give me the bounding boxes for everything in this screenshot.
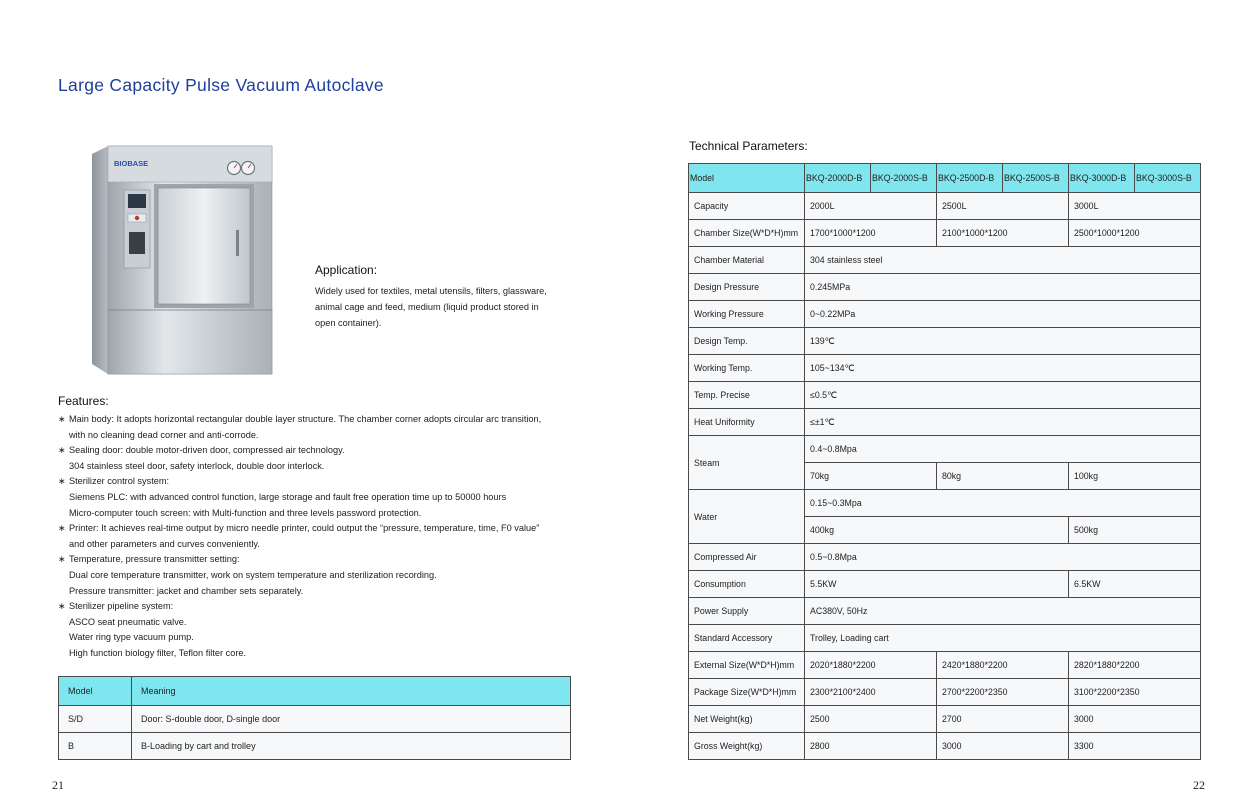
row-label-cell: Standard Accessory xyxy=(689,625,805,652)
table-cell: 0.15~0.3Mpa xyxy=(805,490,1201,517)
feature-continuation xyxy=(58,490,578,506)
table-cell: 2300*2100*2400 xyxy=(805,679,937,706)
table-cell: Door: S-double door, D-single door xyxy=(132,706,571,733)
row-label-cell: Chamber Size(W*D*H)mm xyxy=(689,220,805,247)
table-cell: ≤±1℃ xyxy=(805,409,1201,436)
application-heading: Application: xyxy=(315,263,378,277)
model-header-cell: BKQ-2000D-B xyxy=(805,164,871,193)
table-cell: 2500L xyxy=(937,193,1069,220)
row-label-cell: Package Size(W*D*H)mm xyxy=(689,679,805,706)
table-cell: 2700 xyxy=(937,706,1069,733)
feature-bullet-item xyxy=(58,474,578,490)
page-title: Large Capacity Pulse Vacuum Autoclave xyxy=(58,75,384,95)
feature-text: Pressure transmitter: jacket and chamber sets separately. xyxy=(69,585,304,596)
feature-text: Micro-computer touch screen: with Multi-function and three levels password protection. xyxy=(69,507,422,518)
technical-parameters-heading: Technical Parameters: xyxy=(689,139,808,153)
table-header-cell: Model xyxy=(689,164,805,193)
table-cell: ≤0.5℃ xyxy=(805,382,1201,409)
table-row xyxy=(689,652,1201,679)
table-row xyxy=(689,598,1201,625)
feature-text: Sterilizer pipeline system: xyxy=(69,601,174,612)
feature-text: Main body: It adopts horizontal rectangular double layer structure. The chamber corner adopts circular arc transition, xyxy=(69,414,542,424)
model-header-cell: BKQ-2500D-B xyxy=(937,164,1003,193)
table-row xyxy=(689,382,1201,409)
table-row xyxy=(59,733,571,760)
features-heading: Features: xyxy=(58,394,109,408)
row-label-cell: Heat Uniformity xyxy=(689,409,805,436)
table-cell: 0.5~0.8Mpa xyxy=(805,544,1201,571)
table-cell: 2000L xyxy=(805,193,937,220)
feature-bullet-item xyxy=(58,443,578,459)
page-number-left: 21 xyxy=(52,778,64,792)
table-cell: 0~0.22MPa xyxy=(805,301,1201,328)
feature-text: Sterilizer control system: xyxy=(69,476,170,487)
technical-parameters-table xyxy=(688,163,1201,760)
table-row xyxy=(689,436,1201,463)
feature-text: Temperature, pressure transmitter setting: xyxy=(69,554,240,565)
row-label-cell: Design Pressure xyxy=(689,274,805,301)
table-cell: 0.245MPa xyxy=(805,274,1201,301)
feature-continuation xyxy=(58,506,578,522)
table-row xyxy=(689,706,1201,733)
table-cell: Trolley, Loading cart xyxy=(805,625,1201,652)
feature-continuation xyxy=(58,459,578,475)
table-cell: 139℃ xyxy=(805,328,1201,355)
feature-text: and other parameters and curves conveniently. xyxy=(69,538,260,549)
feature-continuation xyxy=(58,537,578,553)
model-meaning-table xyxy=(58,676,571,760)
table-cell: B-Loading by cart and trolley xyxy=(132,733,571,760)
table-cell: 80kg xyxy=(937,463,1069,490)
table-cell: 2020*1880*2200 xyxy=(805,652,937,679)
feature-text: Printer: It achieves real-time output by micro needle printer, could output the “pressure, temperature, time, F0 value” xyxy=(69,523,540,534)
table-row xyxy=(689,490,1201,517)
table-row xyxy=(59,706,571,733)
bullet-icon: ∗ xyxy=(58,414,66,424)
table-cell: 500kg xyxy=(1069,517,1201,544)
table-cell: 3100*2200*2350 xyxy=(1069,679,1201,706)
table-cell: 304 stainless steel xyxy=(805,247,1201,274)
row-label-cell: Net Weight(kg) xyxy=(689,706,805,733)
table-header-cell: Model xyxy=(59,677,132,706)
table-row xyxy=(689,193,1201,220)
table-cell: 2500 xyxy=(805,706,937,733)
feature-text: High function biology filter, Teflon filter core. xyxy=(69,647,247,658)
table-row xyxy=(689,220,1201,247)
feature-continuation xyxy=(58,428,578,444)
table-header-row xyxy=(689,164,1201,193)
table-header-cell: Meaning xyxy=(132,677,571,706)
table-cell: 5.5KW xyxy=(805,571,1069,598)
feature-bullet-item xyxy=(58,521,578,537)
table-cell: 2820*1880*2200 xyxy=(1069,652,1201,679)
table-row xyxy=(689,301,1201,328)
feature-text: Water ring type vacuum pump. xyxy=(69,632,194,643)
table-row xyxy=(689,544,1201,571)
row-label-cell: External Size(W*D*H)mm xyxy=(689,652,805,679)
table-cell: 70kg xyxy=(805,463,937,490)
table-row xyxy=(689,679,1201,706)
table-row xyxy=(689,355,1201,382)
row-label-cell: Capacity xyxy=(689,193,805,220)
table-row xyxy=(689,274,1201,301)
row-label-cell: Steam xyxy=(689,436,805,490)
table-cell: 3000 xyxy=(937,733,1069,760)
row-label-cell: Working Pressure xyxy=(689,301,805,328)
table-cell: AC380V, 50Hz xyxy=(805,598,1201,625)
table-cell: S/D xyxy=(59,706,132,733)
bullet-icon: ∗ xyxy=(58,445,66,456)
autoclave-image xyxy=(88,142,276,378)
feature-text: Sealing door: double motor-driven door, compressed air technology. xyxy=(69,445,345,456)
bullet-icon: ∗ xyxy=(58,601,66,612)
application-line: open container). xyxy=(315,318,382,328)
row-label-cell: Gross Weight(kg) xyxy=(689,733,805,760)
application-text xyxy=(315,283,563,331)
feature-bullet-item xyxy=(58,552,578,568)
feature-bullet-item xyxy=(58,599,578,615)
table-cell: 6.5KW xyxy=(1069,571,1201,598)
bullet-icon: ∗ xyxy=(58,523,66,534)
feature-continuation xyxy=(58,584,578,600)
table-cell: 1700*1000*1200 xyxy=(805,220,937,247)
table-cell: 2800 xyxy=(805,733,937,760)
table-cell: B xyxy=(59,733,132,760)
row-label-cell: Working Temp. xyxy=(689,355,805,382)
row-label-cell: Consumption xyxy=(689,571,805,598)
table-cell: 105~134℃ xyxy=(805,355,1201,382)
application-line: animal cage and feed, medium (liquid product stored in xyxy=(315,302,539,312)
table-row xyxy=(689,571,1201,598)
row-label-cell: Design Temp. xyxy=(689,328,805,355)
table-row xyxy=(689,625,1201,652)
table-row xyxy=(689,409,1201,436)
row-label-cell: Compressed Air xyxy=(689,544,805,571)
table-row xyxy=(689,328,1201,355)
table-cell: 3000L xyxy=(1069,193,1201,220)
table-row xyxy=(689,733,1201,760)
table-row xyxy=(689,247,1201,274)
row-label-cell: Power Supply xyxy=(689,598,805,625)
table-cell: 2420*1880*2200 xyxy=(937,652,1069,679)
model-header-cell: BKQ-3000S-B xyxy=(1135,164,1201,193)
bullet-icon: ∗ xyxy=(58,554,66,565)
table-header-row xyxy=(59,677,571,706)
table-cell: 2700*2200*2350 xyxy=(937,679,1069,706)
table-cell: 2500*1000*1200 xyxy=(1069,220,1201,247)
model-header-cell: BKQ-2000S-B xyxy=(871,164,937,193)
row-label-cell: Temp. Precise xyxy=(689,382,805,409)
table-cell: 3000 xyxy=(1069,706,1201,733)
bullet-icon: ∗ xyxy=(58,476,66,487)
feature-text: with no cleaning dead corner and anti-corrode. xyxy=(69,429,259,440)
table-cell: 400kg xyxy=(805,517,1069,544)
row-label-cell: Water xyxy=(689,490,805,544)
feature-text: 304 stainless steel door, safety interlock, double door interlock. xyxy=(69,460,325,471)
row-label-cell: Chamber Material xyxy=(689,247,805,274)
feature-text: Dual core temperature transmitter, work on system temperature and sterilization recording. xyxy=(69,569,437,580)
feature-continuation xyxy=(58,568,578,584)
feature-continuation xyxy=(58,615,578,631)
features-list xyxy=(58,412,578,662)
feature-text: Siemens PLC: with advanced control function, large storage and fault free operation time up to 50000 hours xyxy=(69,491,507,502)
model-header-cell: BKQ-2500S-B xyxy=(1003,164,1069,193)
brand-logo: BIOBASE xyxy=(114,159,149,168)
table-cell: 2100*1000*1200 xyxy=(937,220,1069,247)
table-cell: 100kg xyxy=(1069,463,1201,490)
model-header-cell: BKQ-3000D-B xyxy=(1069,164,1135,193)
table-cell: 3300 xyxy=(1069,733,1201,760)
application-line: Widely used for textiles, metal utensils, filters, glassware, xyxy=(315,286,547,296)
table-cell: 0.4~0.8Mpa xyxy=(805,436,1201,463)
feature-continuation xyxy=(58,646,578,662)
feature-text: ASCO seat pneumatic valve. xyxy=(69,616,187,627)
page-number-right: 22 xyxy=(1193,778,1205,792)
feature-continuation xyxy=(58,630,578,646)
feature-bullet-item xyxy=(58,412,578,428)
